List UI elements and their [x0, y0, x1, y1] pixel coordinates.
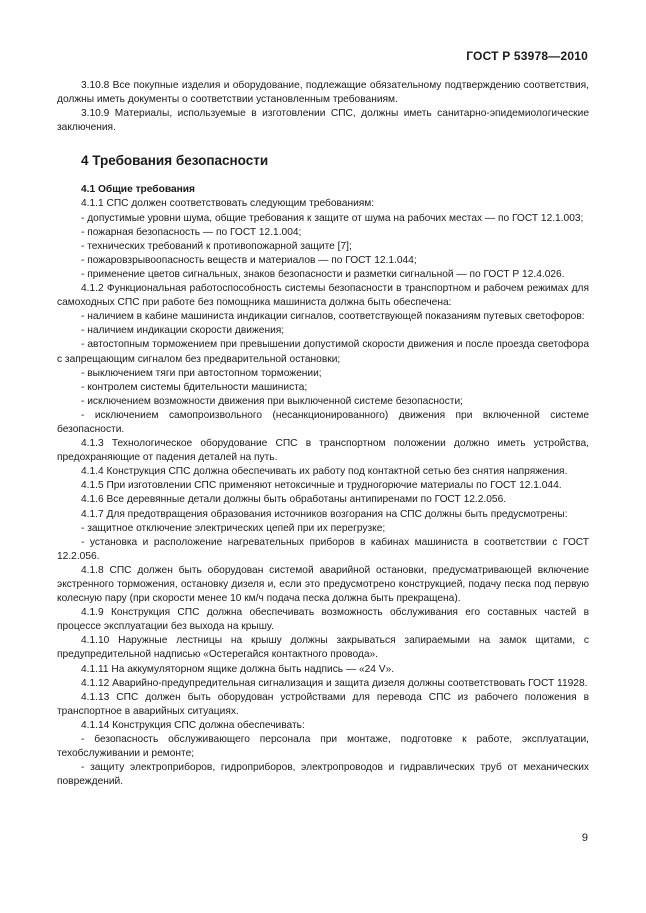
list-item: - пожарная безопасность — по ГОСТ 12.1.004;: [81, 226, 302, 238]
subsection-heading: 4.1 Общие требования: [81, 184, 195, 196]
list-item: - защиту электроприборов, гидроприборов, электропроводов и гидравлических труб от механических повреждений.: [57, 762, 589, 788]
paragraph: 4.1.8 СПС должен быть оборудован системой аварийной остановки, предусматривающей включение экстренного торможения, остановку дизеля и, если это предусмотрено конструкцией, подачу песка под первую колесную пару (при скорости менее 10 км/ч подача песка должна быть прекращена).: [57, 564, 589, 605]
list-item: - контролем системы бдительности машиниста;: [81, 381, 308, 393]
list-item: - защитное отключение электрических цепей при их перегрузке;: [81, 522, 386, 534]
list-item: - пожаровзрывоопасность веществ и материалов — по ГОСТ 12.1.044;: [81, 254, 417, 266]
paragraph: 4.1.5 При изготовлении СПС применяют нетоксичные и трудногорючие материалы по ГОСТ 12.1.044.: [81, 480, 562, 492]
list-item: - технических требований к противопожарной защите [7];: [81, 240, 352, 252]
paragraph: 4.1.10 Наружные лестницы на крышу должны закрываться запираемыми на замок щитами, с предупредительной надписью «Остерегайся контактного провода».: [57, 635, 589, 661]
list-item: - исключением возможности движения при выключенной системе безопасности;: [81, 395, 463, 407]
list-item: - исключением самопроизвольного (несанкционированного) движения при включенной системе безопасности.: [57, 409, 589, 435]
list-item: - применение цветов сигнальных, знаков безопасности и разметки сигнальной — по ГОСТ Р 12.4.026.: [81, 268, 565, 280]
section-heading: 4 Требования безопасности: [81, 153, 269, 169]
page-number: 9: [581, 832, 588, 844]
paragraph: 4.1.12 Аварийно-предупредительная сигнализация и защита дизеля должны соответствовать ГОСТ 11928.: [81, 677, 588, 689]
list-item: - установка и расположение нагревательных приборов в кабинах машиниста в соответствии с ГОСТ 12.2.056.: [57, 536, 589, 562]
paragraph: 4.1.14 Конструкция СПС должна обеспечивать:: [81, 719, 305, 731]
list-item: - выключением тяги при автостопном торможении;: [81, 367, 322, 379]
list-item: - наличием индикации скорости движения;: [81, 325, 285, 337]
paragraph: 4.1.7 Для предотвращения образования источников возгорания на СПС должны быть предусмотрены:: [81, 508, 568, 520]
paragraph: 3.10.8 Все покупные изделия и оборудование, подлежащие обязательному подтверждению соответствия, должны иметь документы о соответствии установленным требованиям.: [57, 80, 589, 106]
document-body: [57, 79, 589, 789]
paragraph: 4.1.1 СПС должен соответствовать следующим требованиям:: [81, 198, 375, 210]
paragraph: 4.1.4 Конструкция СПС должна обеспечивать их работу под контактной сетью без снятия напряжения.: [81, 466, 568, 478]
paragraph: 4.1.13 СПС должен быть оборудован устройствами для перевода СПС из рабочего положения в транспортное в аварийных ситуациях.: [57, 691, 589, 717]
list-item: - автостопным торможением при превышении допустимой скорости движения и после проезда светофора с запрещающим сигналом без предварительной остановки;: [57, 339, 589, 365]
paragraph: 4.1.3 Технологическое оборудование СПС в транспортном положении должно иметь устройства, предохраняющие от падения деталей на путь.: [57, 438, 589, 464]
paragraph: 3.10.9 Материалы, используемые в изготовлении СПС, должны иметь санитарно-эпидемиологические заключения.: [57, 108, 589, 134]
paragraph: 4.1.11 На аккумуляторном ящике должна быть надпись — «24 V».: [81, 663, 395, 675]
list-item: - безопасность обслуживающего персонала при монтаже, подготовке к работе, эксплуатации, техобслуживании и ремонте;: [57, 734, 589, 760]
document-header: ГОСТ Р 53978—2010: [466, 49, 588, 63]
paragraph: 4.1.2 Функциональная работоспособность системы безопасности в транспортном и рабочем режимах для самоходных СПС при работе без помощника машиниста должна быть обеспечена:: [57, 283, 589, 309]
list-item: - допустимые уровни шума, общие требования к защите от шума на рабочих местах — по ГОСТ 12.1.003;: [81, 212, 584, 224]
paragraph: 4.1.9 Конструкция СПС должна обеспечивать возможность обслуживания его составных частей в процессе эксплуатации без выхода на крышу.: [57, 607, 589, 633]
paragraph: 4.1.6 Все деревянные детали должны быть обработаны антипиренами по ГОСТ 12.2.056.: [81, 494, 507, 506]
list-item: - наличием в кабине машиниста индикации сигналов, соответствующей показаниям путевых светофоров:: [81, 311, 585, 323]
